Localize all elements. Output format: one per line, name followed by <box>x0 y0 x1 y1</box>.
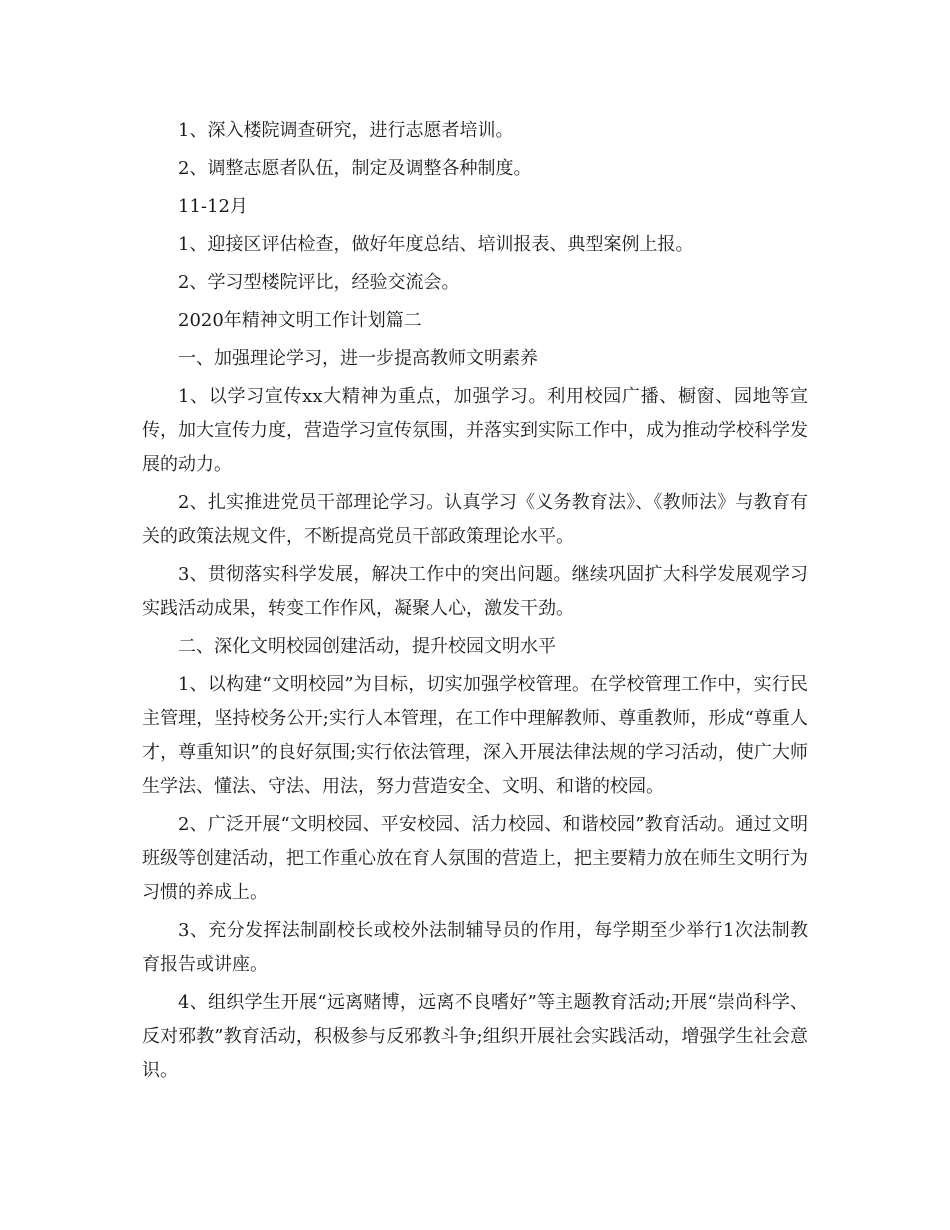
paragraph-5: 1、以学习宣传xx大精神为重点，加强学习。利用校园广播、橱窗、园地等宣传，加大宣传力度，营造学习宣传氛围，并落实到实际工作中，成为推动学校科学发展的动力。 <box>142 386 808 475</box>
paragraph-7: 3、贯彻落实科学发展，解决工作中的突出问题。继续巩固扩大科学发展观学习实践活动成果，转变工作作风，凝聚人心，激发干劲。 <box>142 564 808 619</box>
section-title: 2020年精神文明工作计划篇二 <box>178 310 422 331</box>
paragraph-11: 4、组织学生开展“远离赌博，远离不良嗜好”等主题教育活动;开展“崇尚科学、反对邪教”教育活动，积极参与反邪教斗争;组织开展社会实践活动，增强学生社会意识。 <box>142 992 808 1081</box>
month-heading: 11-12月 <box>178 196 248 217</box>
paragraph-4: 2、学习型楼院评比，经验交流会。 <box>178 272 460 293</box>
document-page <box>142 114 808 1088</box>
paragraph-9: 2、广泛开展“文明校园、平安校园、活力校园、和谐校园”教育活动。通过文明班级等创建活动，把工作重心放在育人氛围的营造上，把主要精力放在师生文明行为习惯的养成上。 <box>142 814 808 903</box>
section-heading-2: 二、深化文明校园创建活动，提升校园文明水平 <box>178 636 556 657</box>
paragraph-6: 2、扎实推进党员干部理论学习。认真学习《义务教育法》、《教师法》与教育有关的政策法规文件，不断提高党员干部政策理论水平。 <box>142 492 808 547</box>
paragraph-3: 1、迎接区评估检查，做好年度总结、培训报表、典型案例上报。 <box>178 234 694 255</box>
section-heading-1: 一、加强理论学习，进一步提高教师文明素养 <box>178 348 538 369</box>
paragraph-2: 2、调整志愿者队伍，制定及调整各种制度。 <box>178 158 532 179</box>
paragraph-8: 1、以构建“文明校园”为目标，切实加强学校管理。在学校管理工作中，实行民主管理，坚持校务公开;实行人本管理，在工作中理解教师、尊重教师，形成“尊重人才，尊重知识”的良好氛围;实行依法管理，深入开展法律法规的学习活动，使广大师生学法、懂法、守法、用法，努力营造安全、文明、和谐的校园。 <box>142 674 808 797</box>
paragraph-1: 1、深入楼院调查研究，进行志愿者培训。 <box>178 120 514 141</box>
paragraph-10: 3、充分发挥法制副校长或校外法制辅导员的作用，每学期至少举行1次法制教育报告或讲座。 <box>142 920 808 975</box>
